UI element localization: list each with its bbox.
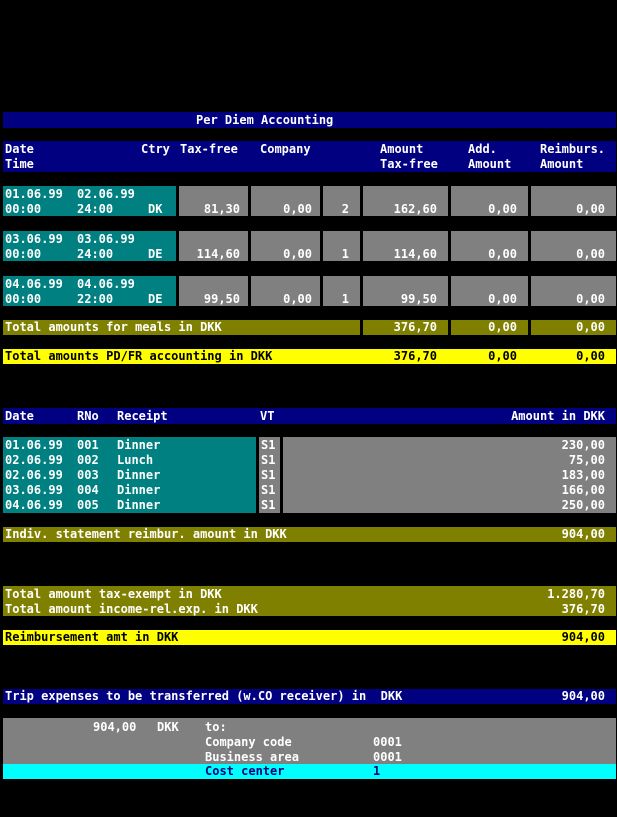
receipt-vt: S1 [261,438,276,452]
meals-total-tax-free: 376,70 [393,320,437,334]
page-title: Per Diem Accounting [196,113,334,127]
receipts-list[interactable] [3,437,256,513]
header-add-amount: Amount [468,157,512,171]
start-time: 00:00 [5,202,42,216]
header-date: Date [5,142,34,156]
header-amount: Amount [380,142,424,156]
count-cell[interactable] [323,186,360,216]
amount-tax-free-value: 99,50 [400,292,437,306]
end-time: 24:00 [77,247,114,261]
header-ctry: Ctry [141,142,170,156]
tax-free-cell[interactable] [179,276,248,306]
per-diem-row[interactable] [0,186,617,216]
header-reimburs-amount: Amount [540,157,584,171]
country-code: DE [148,292,163,306]
indiv-statement-row [3,527,616,542]
reimburs-amount-cell[interactable] [531,276,616,306]
header-time: Time [5,157,34,171]
company-cell[interactable] [251,231,320,261]
receipt-type: Lunch [117,453,154,467]
per-diem-header [3,141,616,172]
trip-transfer-row [3,689,616,704]
receipts-header-date: Date [5,409,34,423]
header-add: Add. [468,142,497,156]
title-bar [3,112,616,128]
pdfr-total-tax-free: 376,70 [393,349,437,363]
count-cell[interactable] [323,231,360,261]
amount-tax-free-value: 114,60 [393,247,437,261]
transfer-box [3,718,616,764]
meals-total-tax-free-cell [363,320,448,335]
amount-tax-free-cell[interactable] [363,276,448,306]
trip-segment-cell[interactable] [3,276,176,306]
start-time: 00:00 [5,247,42,261]
pdfr-total-row [3,349,616,364]
receipt-number: 005 [77,498,99,512]
add-amount-value: 0,00 [488,247,517,261]
end-time: 24:00 [77,202,114,216]
add-amount-value: 0,00 [488,202,517,216]
reimburs-amount-value: 0,00 [576,202,605,216]
cost-center-row[interactable] [3,764,616,779]
receipt-row[interactable] [3,497,256,512]
meals-total-label: Total amounts for meals in DKK [5,320,222,334]
start-date: 04.06.99 [5,277,63,291]
company-value: 0,00 [283,292,312,306]
company-code-value: 0001 [373,735,402,749]
add-amount-cell[interactable] [451,276,528,306]
receipt-vt: S1 [261,483,276,497]
receipt-number: 004 [77,483,99,497]
receipt-vt: S1 [261,453,276,467]
receipt-date: 02.06.99 [5,468,63,482]
company-cell[interactable] [251,276,320,306]
add-amount-value: 0,00 [488,292,517,306]
country-code: DK [148,202,163,216]
receipt-amount: 75,00 [568,453,605,467]
start-time: 00:00 [5,292,42,306]
pdfr-total-label: Total amounts PD/FR accounting in DKK [5,349,273,363]
tax-free-value: 81,30 [203,202,240,216]
receipt-number: 002 [77,453,99,467]
add-amount-cell[interactable] [451,186,528,216]
receipt-date: 03.06.99 [5,483,63,497]
receipt-number: 001 [77,438,99,452]
totals-block [3,586,616,616]
count-cell[interactable] [323,276,360,306]
receipt-row[interactable] [3,467,256,482]
meals-total-reimburs: 0,00 [576,320,605,334]
count-value: 1 [341,292,349,306]
meals-total-row [0,320,617,335]
start-date: 03.06.99 [5,232,63,246]
tax-exempt-value: 1.280,70 [547,587,605,601]
receipt-amount: 230,00 [561,438,605,452]
receipt-number: 003 [77,468,99,482]
count-value: 2 [341,202,349,216]
meals-total-add-cell [451,320,528,335]
transfer-to-label: to: [205,720,227,734]
add-amount-cell[interactable] [451,231,528,261]
trip-transfer-label: Trip expenses to be transferred (w.CO receiver) in DKK [5,689,403,703]
tax-free-cell[interactable] [179,231,248,261]
business-area-value: 0001 [373,750,402,764]
pdfr-total-add: 0,00 [488,349,517,363]
tax-free-value: 99,50 [203,292,240,306]
reimbursement-row [3,630,616,645]
end-date: 03.06.99 [77,232,135,246]
reimburs-amount-cell[interactable] [531,231,616,261]
end-date: 04.06.99 [77,277,135,291]
company-cell[interactable] [251,186,320,216]
indiv-statement-label: Indiv. statement reimbur. amount in DKK [5,527,287,541]
receipt-date: 01.06.99 [5,438,63,452]
receipts-header-receipt: Receipt [117,409,168,423]
header-reimburs: Reimburs. [540,142,606,156]
vt-column[interactable] [259,437,280,513]
amount-tax-free-cell[interactable] [363,186,448,216]
trip-segment-cell[interactable] [3,231,176,261]
meals-total-label-cell [3,320,360,335]
receipt-type: Dinner [117,468,161,482]
receipt-date: 04.06.99 [5,498,63,512]
receipts-header-rno: RNo [77,409,99,423]
end-date: 02.06.99 [77,187,135,201]
count-value: 1 [341,247,349,261]
company-value: 0,00 [283,202,312,216]
income-rel-label: Total amount income-rel.exp. in DKK [5,602,258,616]
tax-free-cell[interactable] [179,186,248,216]
amount-tax-free-cell[interactable] [363,231,448,261]
receipt-amount: 250,00 [561,498,605,512]
reimburs-amount-cell[interactable] [531,186,616,216]
company-code-label: Company code [205,735,292,749]
reimburs-amount-value: 0,00 [576,292,605,306]
reimbursement-value: 904,00 [561,630,605,644]
tax-exempt-label: Total amount tax-exempt in DKK [5,587,222,601]
company-value: 0,00 [283,247,312,261]
receipt-row[interactable] [3,482,256,497]
receipts-header-amount: Amount in DKK [511,409,605,423]
header-company: Company [260,142,311,156]
trip-transfer-value: 904,00 [561,689,605,703]
receipts-header-vt: VT [260,409,275,423]
receipt-vt: S1 [261,498,276,512]
meals-total-add: 0,00 [488,320,517,334]
reimbursement-label: Reimbursement amt in DKK [5,630,179,644]
tax-free-value: 114,60 [196,247,240,261]
end-time: 22:00 [77,292,114,306]
transfer-amount: 904,00 [93,720,137,734]
trip-segment-cell[interactable] [3,186,176,216]
transfer-currency: DKK [157,720,179,734]
receipt-vt: S1 [261,468,276,482]
business-area-label: Business area [205,750,299,764]
per-diem-row[interactable] [0,276,617,306]
country-code: DE [148,247,163,261]
start-date: 01.06.99 [5,187,63,201]
receipts-header [3,408,616,424]
receipt-type: Dinner [117,438,161,452]
amount-tax-free-value: 162,60 [393,202,437,216]
header-tax-free: Tax-free [180,142,238,156]
income-rel-value: 376,70 [561,602,605,616]
receipt-type: Dinner [117,498,161,512]
receipt-row[interactable] [3,452,256,467]
receipt-amount-column[interactable] [283,437,616,513]
pdfr-total-reimburs: 0,00 [576,349,605,363]
receipt-amount: 183,00 [561,468,605,482]
cost-center-label: Cost center [205,764,285,778]
receipt-date: 02.06.99 [5,453,63,467]
reimburs-amount-value: 0,00 [576,247,605,261]
cost-center-value: 1 [373,764,381,778]
receipt-row[interactable] [3,437,256,452]
per-diem-row[interactable] [0,231,617,261]
receipt-amount: 166,00 [561,483,605,497]
meals-total-reimburs-cell [531,320,616,335]
receipt-type: Dinner [117,483,161,497]
header-amount-tax-free: Tax-free [380,157,438,171]
indiv-statement-value: 904,00 [561,527,605,541]
